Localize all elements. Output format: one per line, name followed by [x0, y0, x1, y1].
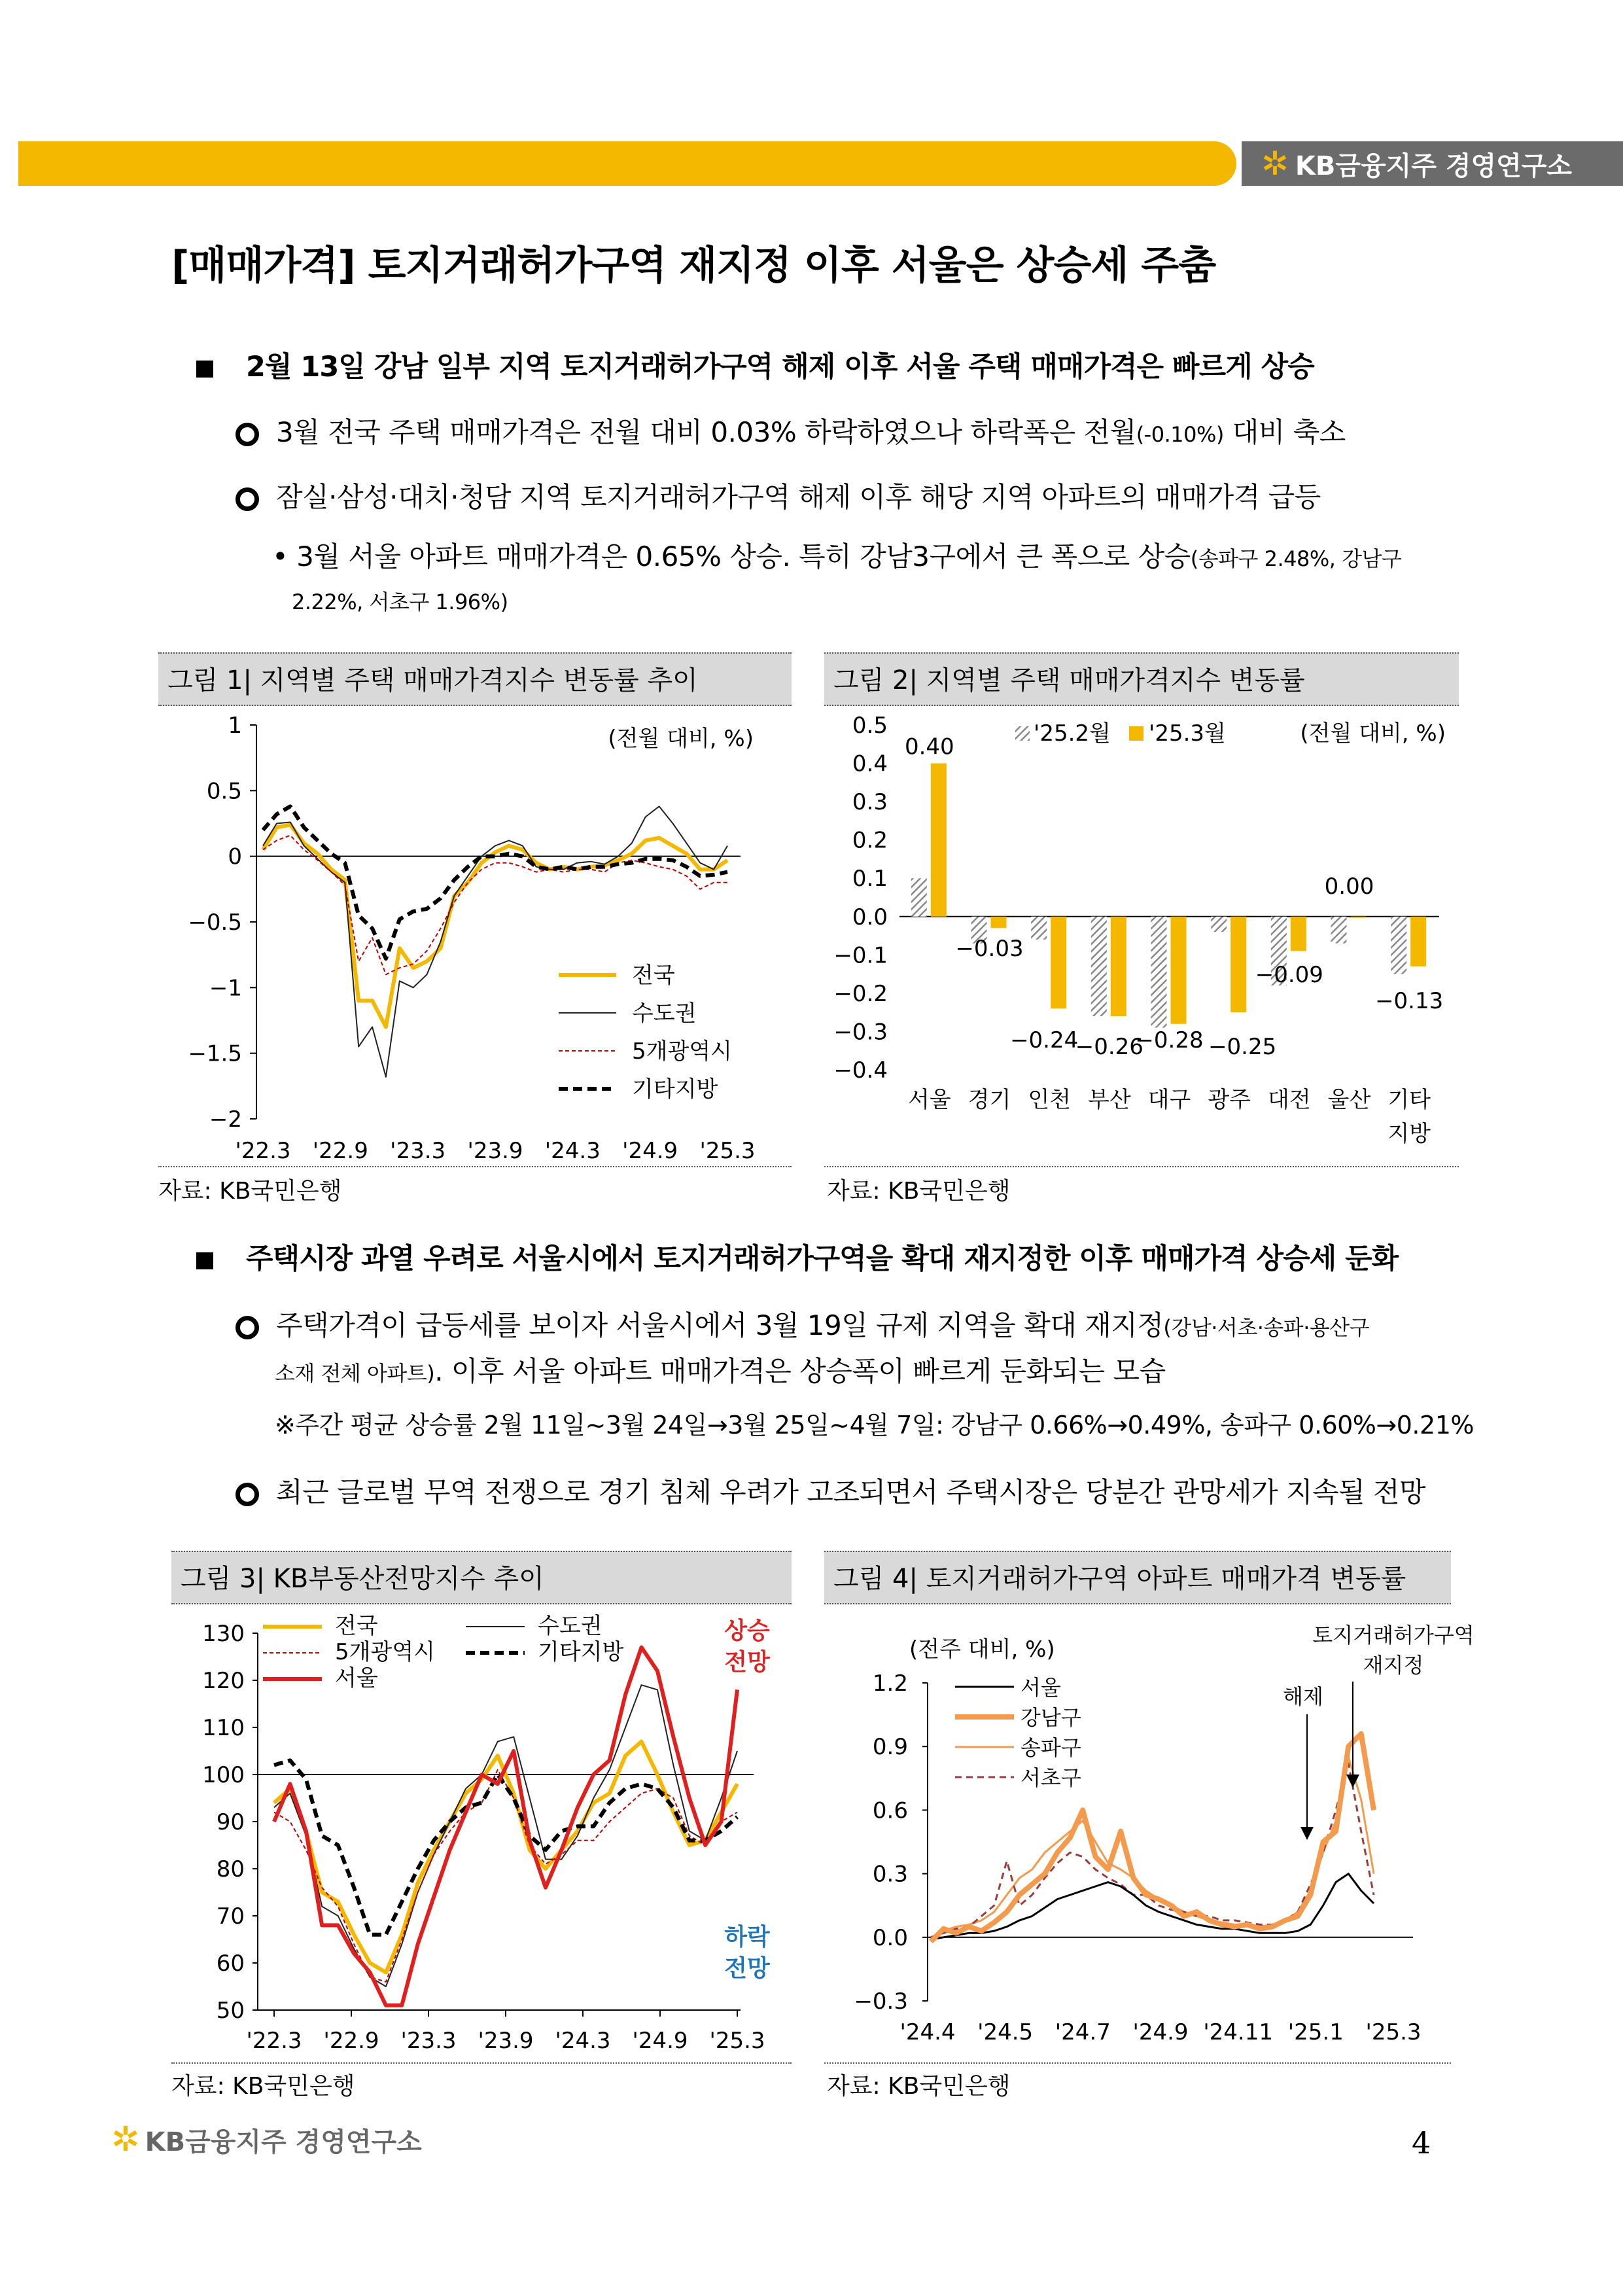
fig4-chart: [824, 1604, 1475, 2062]
legend-swatch-mar: [1129, 726, 1143, 741]
section1-item2: 잠실·삼성·대치·청담 지역 토지거래허가구역 해제 이후 해당 지역 아파트의 매매가격 급등: [236, 476, 1321, 515]
bar-feb: [1331, 917, 1347, 944]
fig2-chart: [824, 707, 1459, 1165]
annot-redesignate-2: 재지정: [1363, 1653, 1424, 1678]
section2-note: ※주간 평균 상승률 2월 11일~3월 24일→3월 25일~4월 7일: 강남구 0.66%→0.49%, 송파구 0.60%→0.21%: [275, 1411, 1474, 1439]
bar-mar: [1230, 917, 1246, 1012]
x-category-label: 서울: [907, 1087, 951, 1113]
footer-brand: ✲ KB금융지주 경영연구소: [111, 2120, 422, 2159]
fig3-chart: [171, 1604, 792, 2062]
fig4-caption: 그림 4| 토지거래허가구역 아파트 매매가격 변동률: [824, 1551, 1451, 1604]
circle-bullet-icon: [236, 1483, 259, 1506]
legend-label: 기타지방: [632, 1076, 718, 1103]
section2-item2: 최근 글로벌 무역 전쟁으로 경기 침체 우려가 고조되면서 주택시장은 당분간 관망세가 지속될 전망: [236, 1471, 1425, 1510]
legend-label: 기타지방: [538, 1639, 624, 1665]
data-label: 0.00: [1324, 873, 1374, 900]
legend-label: 서울: [1021, 1675, 1061, 1700]
bar-feb: [1031, 917, 1047, 940]
y-tick-label: 60: [216, 1951, 245, 1977]
unit-label: (전주 대비, %): [909, 1636, 1055, 1663]
x-tick-label: '24.3: [555, 2028, 611, 2054]
bar-feb: [1211, 917, 1227, 932]
y-tick-label: 0.2: [852, 827, 888, 854]
series-line-1: [274, 1685, 737, 1987]
data-label: −0.26: [1075, 1033, 1143, 1060]
y-tick-label: −2: [209, 1106, 242, 1133]
y-tick-label: 0: [228, 843, 242, 870]
bar-mar: [1051, 917, 1066, 1009]
annot-down-1: 하락: [724, 1924, 770, 1951]
x-category-label: 기타: [1387, 1087, 1431, 1113]
y-tick-label: 0.0: [872, 1924, 908, 1951]
y-tick-label: 70: [216, 1903, 245, 1930]
y-tick-label: 130: [202, 1621, 245, 1647]
fig4-source: 자료: KB국민은행: [827, 2073, 1011, 2100]
x-category-label: 광주: [1208, 1087, 1251, 1113]
annot-lift: 해제: [1283, 1684, 1323, 1709]
x-tick-label: '24.9: [632, 2028, 688, 2054]
data-label: −0.24: [1010, 1027, 1079, 1053]
x-category-label: 인천: [1028, 1087, 1072, 1113]
x-category-label: 지방: [1387, 1121, 1431, 1147]
circle-bullet-icon: [236, 423, 259, 446]
x-tick-label: '24.11: [1203, 2019, 1274, 2045]
fig2-caption: 그림 2| 지역별 주택 매매가격지수 변동률: [824, 652, 1459, 706]
data-label: −0.28: [1135, 1027, 1204, 1053]
data-label: 0.40: [904, 733, 954, 760]
x-tick-label: '25.3: [699, 1138, 756, 1164]
y-tick-label: 0.0: [852, 904, 888, 930]
y-tick-label: 0.9: [872, 1734, 908, 1761]
y-tick-label: −0.4: [833, 1057, 888, 1084]
legend-label: 수도권: [538, 1613, 602, 1639]
y-tick-label: −0.2: [833, 980, 888, 1007]
square-bullet-icon: [196, 1252, 213, 1269]
y-tick-label: 80: [216, 1856, 245, 1882]
data-label: −0.25: [1208, 1033, 1277, 1060]
bar-feb: [1091, 917, 1107, 1016]
x-tick-label: '25.1: [1287, 2019, 1344, 2045]
legend-swatch-feb: [1015, 726, 1030, 741]
fig3-caption: 그림 3| KB부동산전망지수 추이: [171, 1551, 792, 1604]
data-label: −0.03: [955, 935, 1024, 962]
kb-star-logo-icon: ✲: [1261, 145, 1289, 183]
annot-redesignate-1: 토지거래허가구역: [1312, 1623, 1475, 1648]
y-tick-label: −1.5: [188, 1040, 242, 1067]
y-tick-label: 0.1: [852, 866, 888, 892]
fig3-bottom-rule: [171, 2062, 792, 2064]
bar-mar: [1351, 917, 1367, 918]
y-tick-label: 100: [202, 1762, 245, 1788]
section2-item1: 주택가격이 급등세를 보이자 서울시에서 3월 19일 규제 지역을 확대 재지정(강남·서초·송파·용산구: [236, 1304, 1369, 1343]
page-number: 4: [1412, 2125, 1431, 2161]
y-tick-label: −0.1: [833, 942, 888, 969]
y-tick-label: 120: [202, 1668, 245, 1694]
kb-star-logo-icon: ✲: [111, 2120, 140, 2159]
bar-feb: [1391, 917, 1406, 974]
x-tick-label: '24.9: [1132, 2019, 1189, 2045]
y-tick-label: 0.3: [872, 1861, 908, 1888]
y-tick-label: −0.3: [833, 1019, 888, 1046]
bar-mar: [991, 917, 1007, 928]
square-bullet-icon: [196, 361, 213, 378]
y-tick-label: 0.6: [872, 1797, 908, 1824]
section1-detail-line2: 2.22%, 서초구 1.96%): [292, 590, 508, 614]
circle-bullet-icon: [236, 487, 259, 511]
legend-label: 5개광역시: [335, 1639, 436, 1665]
x-tick-label: '22.3: [246, 2028, 302, 2054]
section1-item1: 3월 전국 주택 매매가격은 전월 대비 0.03% 하락하였으나 하락폭은 전월(-0.10%) 대비 축소: [236, 411, 1346, 450]
annot-down-2: 전망: [724, 1955, 770, 1982]
x-category-label: 대구: [1147, 1087, 1191, 1113]
series-line-4: [274, 1648, 737, 2005]
top-accent-bar: [18, 141, 1236, 186]
y-tick-label: −1: [209, 975, 242, 1002]
bar-feb: [911, 878, 927, 917]
y-tick-label: 1.2: [872, 1670, 908, 1697]
series-line-1: [263, 806, 727, 1076]
page-title: [매매가격] 토지거래허가구역 재지정 이후 서울은 상승세 주춤: [171, 243, 1216, 289]
fig2-bottom-rule: [824, 1166, 1459, 1167]
section1-detail-line1: • 3월 서울 아파트 매매가격은 0.65% 상승. 특히 강남3구에서 큰 폭으로 상승(송파구 2.48%, 강남구: [272, 540, 1402, 573]
series-line-3: [274, 1760, 737, 1934]
unit-label: (전월 대비, %): [1300, 720, 1446, 747]
series-line-3: [263, 806, 727, 959]
x-category-label: 경기: [968, 1087, 1011, 1113]
legend-label: 수도권: [632, 1000, 697, 1027]
bar-mar: [1410, 917, 1426, 966]
x-tick-label: '25.3: [1365, 2019, 1422, 2045]
legend-label: '25.2월: [1034, 720, 1111, 747]
fig1-bottom-rule: [158, 1166, 792, 1167]
x-tick-label: '25.3: [709, 2028, 765, 2054]
x-tick-label: '23.3: [400, 2028, 457, 2054]
x-tick-label: '24.3: [544, 1138, 601, 1164]
x-category-label: 부산: [1087, 1087, 1131, 1113]
annot-up-2: 전망: [724, 1649, 770, 1676]
x-tick-label: '24.7: [1055, 2019, 1111, 2045]
fig1-source: 자료: KB국민은행: [158, 1178, 342, 1205]
x-category-label: 대전: [1267, 1087, 1311, 1113]
legend-label: '25.3월: [1149, 720, 1226, 747]
data-label: −0.13: [1375, 987, 1444, 1014]
fig2-source: 자료: KB국민은행: [827, 1178, 1011, 1205]
annot-up-1: 상승: [724, 1617, 770, 1644]
x-tick-label: '22.3: [235, 1138, 291, 1164]
y-tick-label: 110: [202, 1715, 245, 1741]
section2-heading: 주택시장 과열 우려로 서울시에서 토지거래허가구역을 확대 재지정한 이후 매매가격 상승세 둔화: [196, 1237, 1398, 1277]
legend-label: 송파구: [1021, 1735, 1081, 1760]
fig4-bottom-rule: [824, 2062, 1451, 2064]
y-tick-label: 0.5: [206, 778, 242, 805]
header-brand: [1242, 141, 1623, 186]
legend-label: 전국: [632, 963, 675, 989]
x-category-label: 울산: [1327, 1087, 1371, 1113]
x-tick-label: '23.9: [467, 1138, 523, 1164]
y-tick-label: 0.3: [852, 789, 888, 816]
y-tick-label: 1: [228, 713, 242, 739]
legend-label: 서초구: [1021, 1765, 1081, 1790]
section1-heading: 2월 13일 강남 일부 지역 토지거래허가구역 해제 이후 서울 주택 매매가격은 빠르게 상승: [196, 345, 1314, 385]
bar-mar: [1171, 917, 1187, 1024]
annot-lift-arrowhead: [1300, 1827, 1314, 1840]
y-tick-label: −0.3: [854, 1988, 908, 2015]
y-tick-label: 90: [216, 1809, 245, 1835]
y-tick-label: 50: [216, 1998, 245, 2024]
unit-label: (전월 대비, %): [608, 726, 754, 752]
x-tick-label: '24.4: [899, 2019, 956, 2045]
x-tick-label: '22.9: [323, 2028, 379, 2054]
x-tick-label: '24.5: [977, 2019, 1034, 2045]
x-tick-label: '24.9: [622, 1138, 678, 1164]
bar-mar: [931, 764, 947, 917]
legend-label: 서울: [335, 1665, 378, 1691]
fig3-source: 자료: KB국민은행: [171, 2073, 355, 2100]
bar-feb: [1151, 917, 1167, 1028]
fig1-caption: 그림 1| 지역별 주택 매매가격지수 변동률 추이: [158, 652, 792, 706]
legend-label: 5개광역시: [632, 1038, 733, 1065]
section2-item1-line2: 소재 전체 아파트). 이후 서울 아파트 매매가격은 상승폭이 빠르게 둔화되는 모습: [275, 1355, 1166, 1387]
y-tick-label: 0.5: [852, 713, 888, 739]
data-label: −0.09: [1255, 961, 1323, 988]
bar-mar: [1111, 917, 1126, 1016]
legend-label: 전국: [335, 1613, 378, 1639]
fig1-chart: [158, 707, 792, 1165]
circle-bullet-icon: [236, 1316, 259, 1339]
x-tick-label: '22.9: [312, 1138, 368, 1164]
x-tick-label: '23.3: [390, 1138, 446, 1164]
x-tick-label: '23.9: [478, 2028, 534, 2054]
bar-mar: [1291, 917, 1306, 951]
y-tick-label: 0.4: [852, 751, 888, 777]
header-brand-text: KB금융지주 경영연구소: [1295, 150, 1573, 181]
y-tick-label: −0.5: [188, 910, 242, 936]
legend-label: 강남구: [1021, 1705, 1081, 1730]
